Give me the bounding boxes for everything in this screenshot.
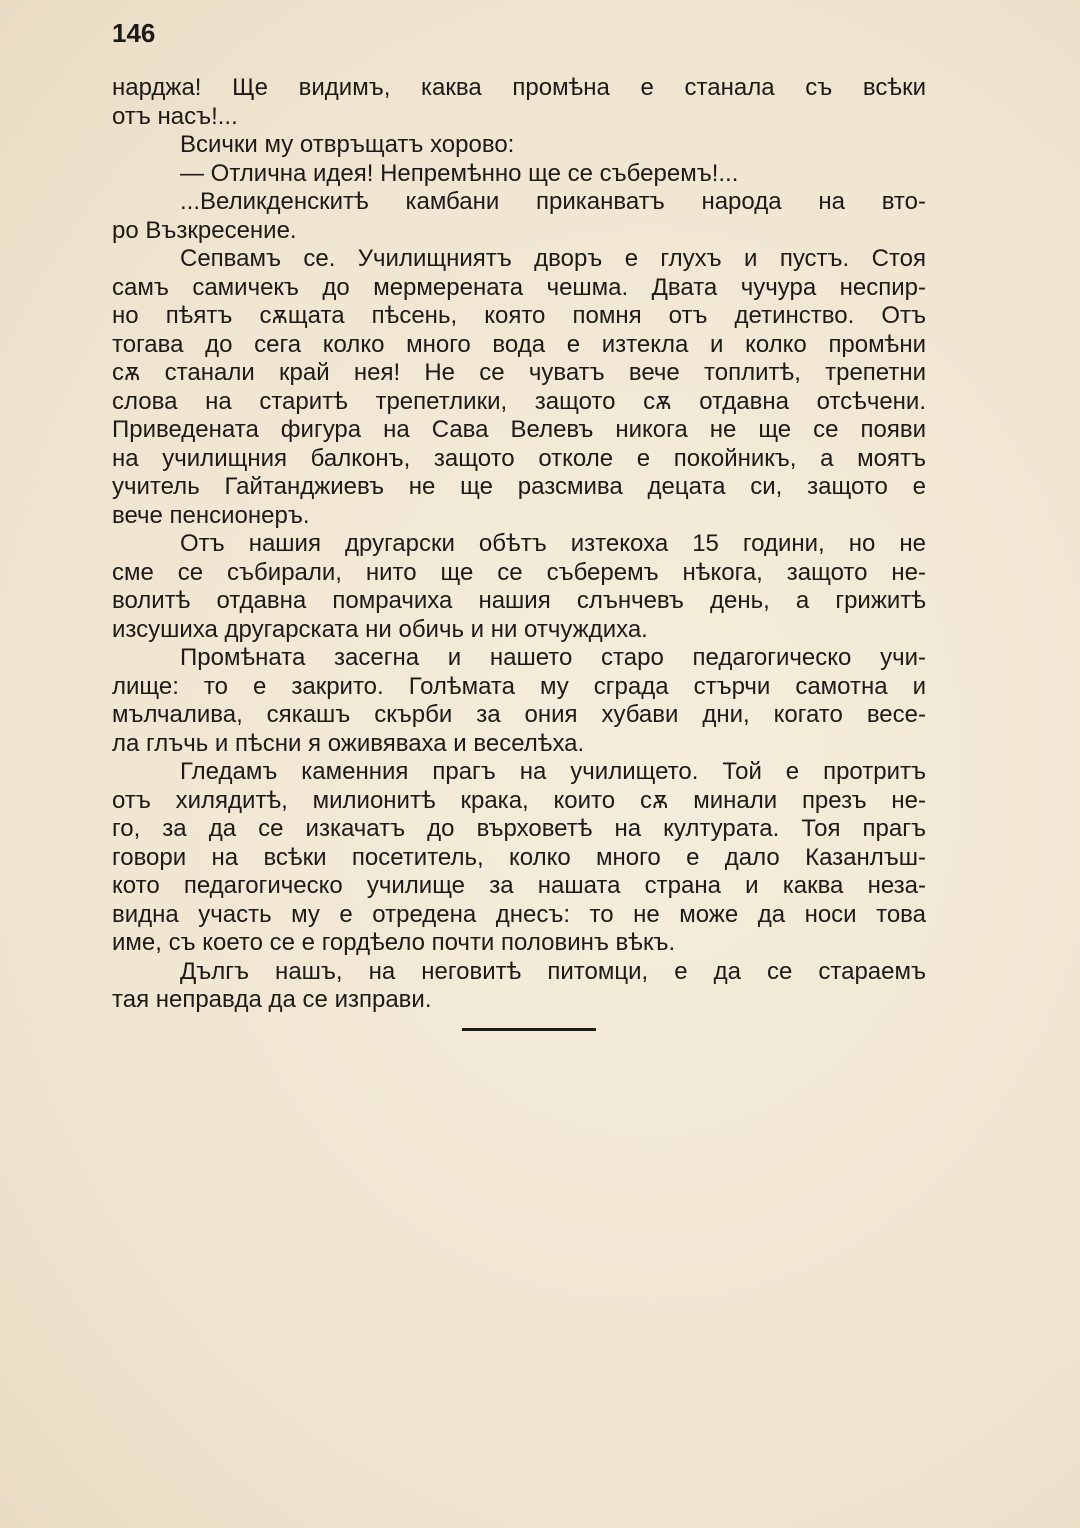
text-line: отъ хилядитѣ, милионитѣ крака, които сѫ минали презъ не- [112, 786, 926, 814]
text-line: Дългъ нашъ, на неговитѣ питомци, е да се стараемъ [180, 957, 926, 985]
paragraph [112, 644, 926, 758]
text-line: учитель Гайтанджиевъ не ще разсмива децата си, защото е [112, 473, 926, 500]
text-line: — Отлична идея! Непремѣнно ще се съберемъ!... [180, 159, 739, 187]
text-line: ла глъчь и пѣсни я оживяваха и веселѣха. [112, 729, 585, 757]
text-line: ...Великденскитѣ камбани приканватъ народа на вто- [180, 188, 926, 215]
text-line: мълчалива, сякашъ скърби за ония хубави дни, когато весе- [112, 701, 926, 728]
text-line: на училищния балконъ, защото отколе е покойникъ, а моятъ [112, 444, 926, 472]
paragraph [112, 958, 926, 1015]
text-line: име, съ което се е гордѣело почти половинъ вѣкъ. [112, 929, 676, 956]
section-end-rule [462, 1028, 596, 1031]
text-line: лище: то е закрито. Голѣмата му сграда стърчи самотна и [112, 672, 926, 700]
page-number: 146 [112, 18, 156, 48]
paragraph [112, 188, 926, 245]
paragraph [112, 530, 926, 644]
text-line: тогава до сега колко много вода е изтекла и колко промѣни [112, 330, 926, 358]
text-line: говори на всѣки посетитель, колко много е дало Казанлъш- [112, 843, 926, 871]
text-line: Промѣната засегна и нашето старо педагогическо учи- [180, 644, 926, 671]
text-line: изсушиха другарската ни обичь и ни отчуждиха. [112, 615, 648, 643]
paragraph [112, 160, 926, 189]
text-line: самъ самичекъ до мермерената чешма. Двата чучура неспир- [112, 273, 926, 301]
text-line: тая неправда да се изправи. [112, 986, 432, 1013]
text-line: кото педагогическо училище за нашата страна и каква неза- [112, 872, 926, 899]
text-line: вече пенсионеръ. [112, 501, 310, 529]
text-line: видна участь му е отредена днесъ: то не може да носи това [112, 900, 926, 928]
text-line: Приведената фигура на Сава Велевъ никога не ще се появи [112, 416, 926, 443]
paragraph [112, 131, 926, 160]
text-line: но пѣятъ сѫщата пѣсень, която помня отъ детинство. Отъ [112, 302, 926, 329]
text-line: волитѣ отдавна помрачиха нашия слънчевъ день, а грижитѣ [112, 587, 926, 614]
text-line: Всички му отвръщатъ хорово: [180, 131, 515, 158]
text-line: отъ насъ!... [112, 102, 238, 130]
body-text [112, 74, 926, 1015]
text-line: слова на старитѣ трепетлики, защото сѫ отдавна отсѣчени. [112, 387, 926, 415]
text-line: нарджа! Ще видимъ, каква промѣна е станала съ всѣки [112, 74, 926, 101]
text-line: сме се събирали, нито ще се съберемъ нѣкога, защото не- [112, 558, 926, 586]
text-line: сѫ станали край нея! Не се чуватъ вече топлитѣ, трепетни [112, 359, 926, 386]
text-line: Гледамъ каменния прагъ на училището. Той е протритъ [180, 758, 926, 785]
text-line: го, за да се изкачатъ до върховетѣ на културата. Тоя прагъ [112, 815, 926, 842]
text-line: ро Възкресение. [112, 216, 297, 244]
text-line: Сепвамъ се. Училищниятъ дворъ е глухъ и пустъ. Стоя [180, 245, 926, 272]
paragraph [112, 74, 926, 131]
paragraph [112, 758, 926, 958]
text-line: Отъ нашия другарски обѣтъ изтекоха 15 години, но не [180, 530, 926, 557]
paragraph [112, 245, 926, 530]
